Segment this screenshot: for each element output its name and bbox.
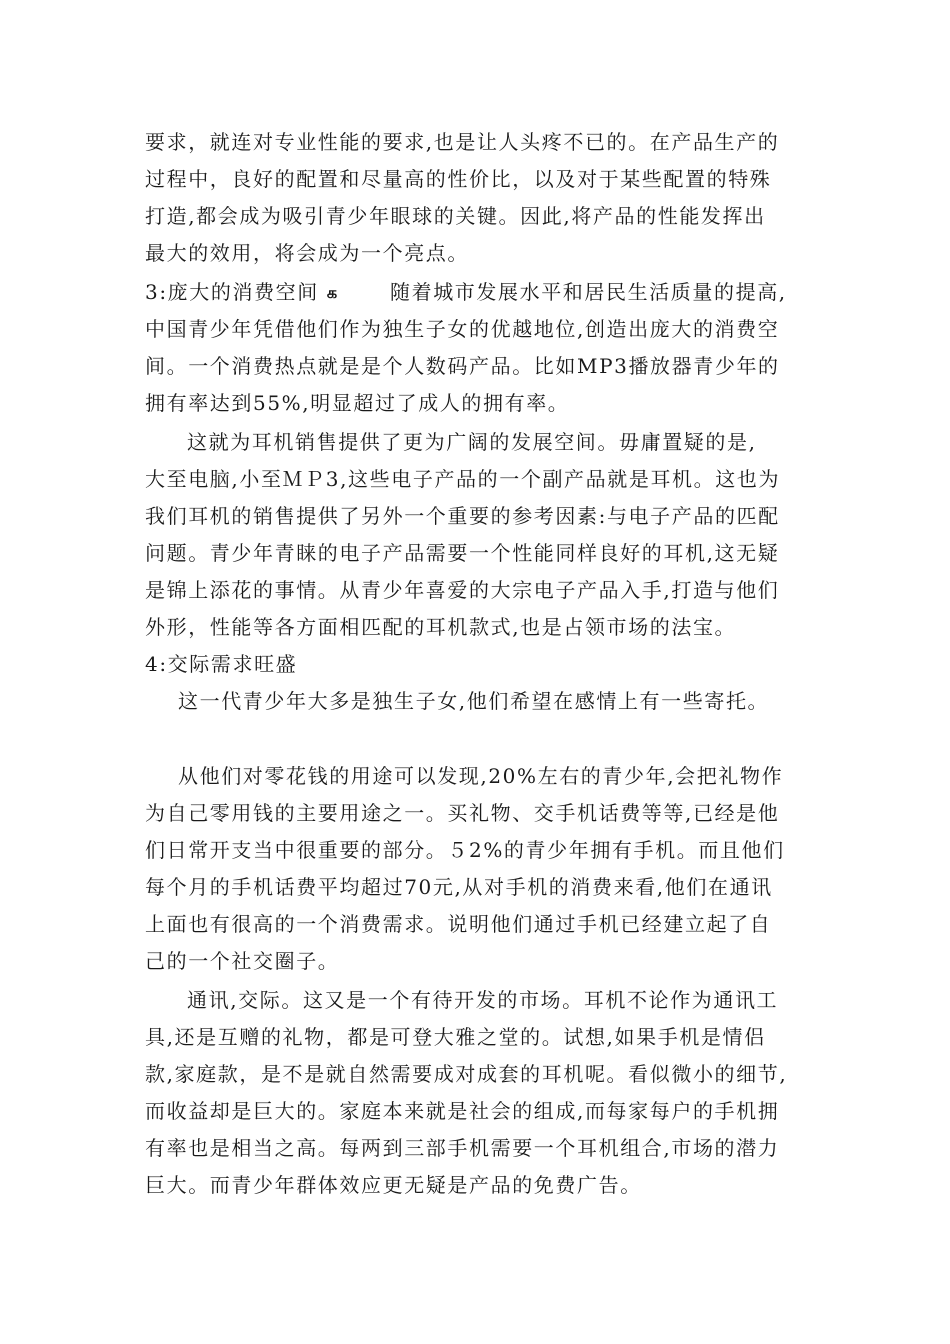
text-line-22: 上面也有很高的一个消费需求。说明他们通过手机已经建立起了自 [145, 912, 772, 936]
text-line-18: 从他们对零花钱的用途可以发现,20%左右的青少年,会把礼物作 [178, 764, 784, 788]
text-line-10: 这就为耳机销售提供了更为广阔的发展空间。毋庸置疑的是, [187, 430, 757, 454]
text-line-17: 这一代青少年大多是独生子女,他们希望在感情上有一些寄托。 [178, 689, 770, 713]
section-mark-glyph: க [326, 283, 339, 302]
text-line-9: 拥有率达到55%,明显超过了成人的拥有率。 [145, 391, 570, 415]
text-line-6: 随着城市发展水平和居民生活质量的提高, [390, 280, 787, 304]
text-line-11: 大至电脑,小至ＭＰ3,这些电子产品的一个副产品就是耳机。这也为 [145, 467, 781, 491]
text-line-2: 过程中，良好的配置和尽量高的性价比，以及对于某些配置的特殊 [145, 167, 772, 191]
section-heading-3-text: 3:庞大的消费空间 [145, 280, 319, 304]
text-line-15: 外形，性能等各方面相匹配的耳机款式,也是占领市场的法宝。 [145, 615, 737, 639]
section-heading-3 [145, 278, 345, 307]
text-line-12: 我们耳机的销售提供了另外一个重要的参考因素:与电子产品的匹配 [145, 504, 780, 528]
text-line-24: 通讯,交际。这又是一个有待开发的市场。耳机不论作为通讯工 [187, 988, 779, 1012]
text-line-19: 为自己零用钱的主要用途之一。买礼物、交手机话费等等,已经是他 [145, 801, 780, 825]
text-line-3: 打造,都会成为吸引青少年眼球的关键。因此,将产品的性能发挥出 [145, 204, 766, 228]
text-line-29: 巨大。而青少年群体效应更无疑是产品的免费广告。 [145, 1173, 642, 1197]
section-heading-4: 4:交际需求旺盛 [145, 652, 298, 676]
text-line-23: 己的一个社交圈子。 [145, 949, 340, 973]
text-line-14: 是锦上添花的事情。从青少年喜爱的大宗电子产品入手,打造与他们 [145, 578, 780, 602]
text-line-25: 具,还是互赠的礼物，都是可登大雅之堂的。试想,如果手机是情侣 [145, 1025, 766, 1049]
text-line-1: 要求，就连对专业性能的要求,也是让人头疼不已的。在产品生产的 [145, 130, 780, 154]
text-line-21: 每个月的手机话费平均超过70元,从对手机的消费来看,他们在通讯 [145, 875, 773, 899]
text-line-7: 中国青少年凭借他们作为独生子女的优越地位,创造出庞大的消费空 [145, 317, 780, 341]
text-line-27: 而收益却是巨大的。家庭本来就是社会的组成,而每家每户的手机拥 [145, 1099, 780, 1123]
text-line-13: 问题。青少年青睐的电子产品需要一个性能同样良好的耳机,这无疑 [145, 541, 780, 565]
text-line-28: 有率也是相当之高。每两到三部手机需要一个耳机组合,市场的潜力 [145, 1136, 780, 1160]
text-line-20: 们日常开支当中很重要的部分。５2%的青少年拥有手机。而且他们 [145, 838, 785, 862]
text-line-26: 款,家庭款，是不是就自然需要成对成套的耳机呢。看似微小的细节, [145, 1062, 788, 1086]
text-line-8: 间。一个消费热点就是是个人数码产品。比如MP3播放器青少年的 [145, 354, 780, 378]
text-line-4: 最大的效用，将会成为一个亮点。 [145, 241, 469, 265]
